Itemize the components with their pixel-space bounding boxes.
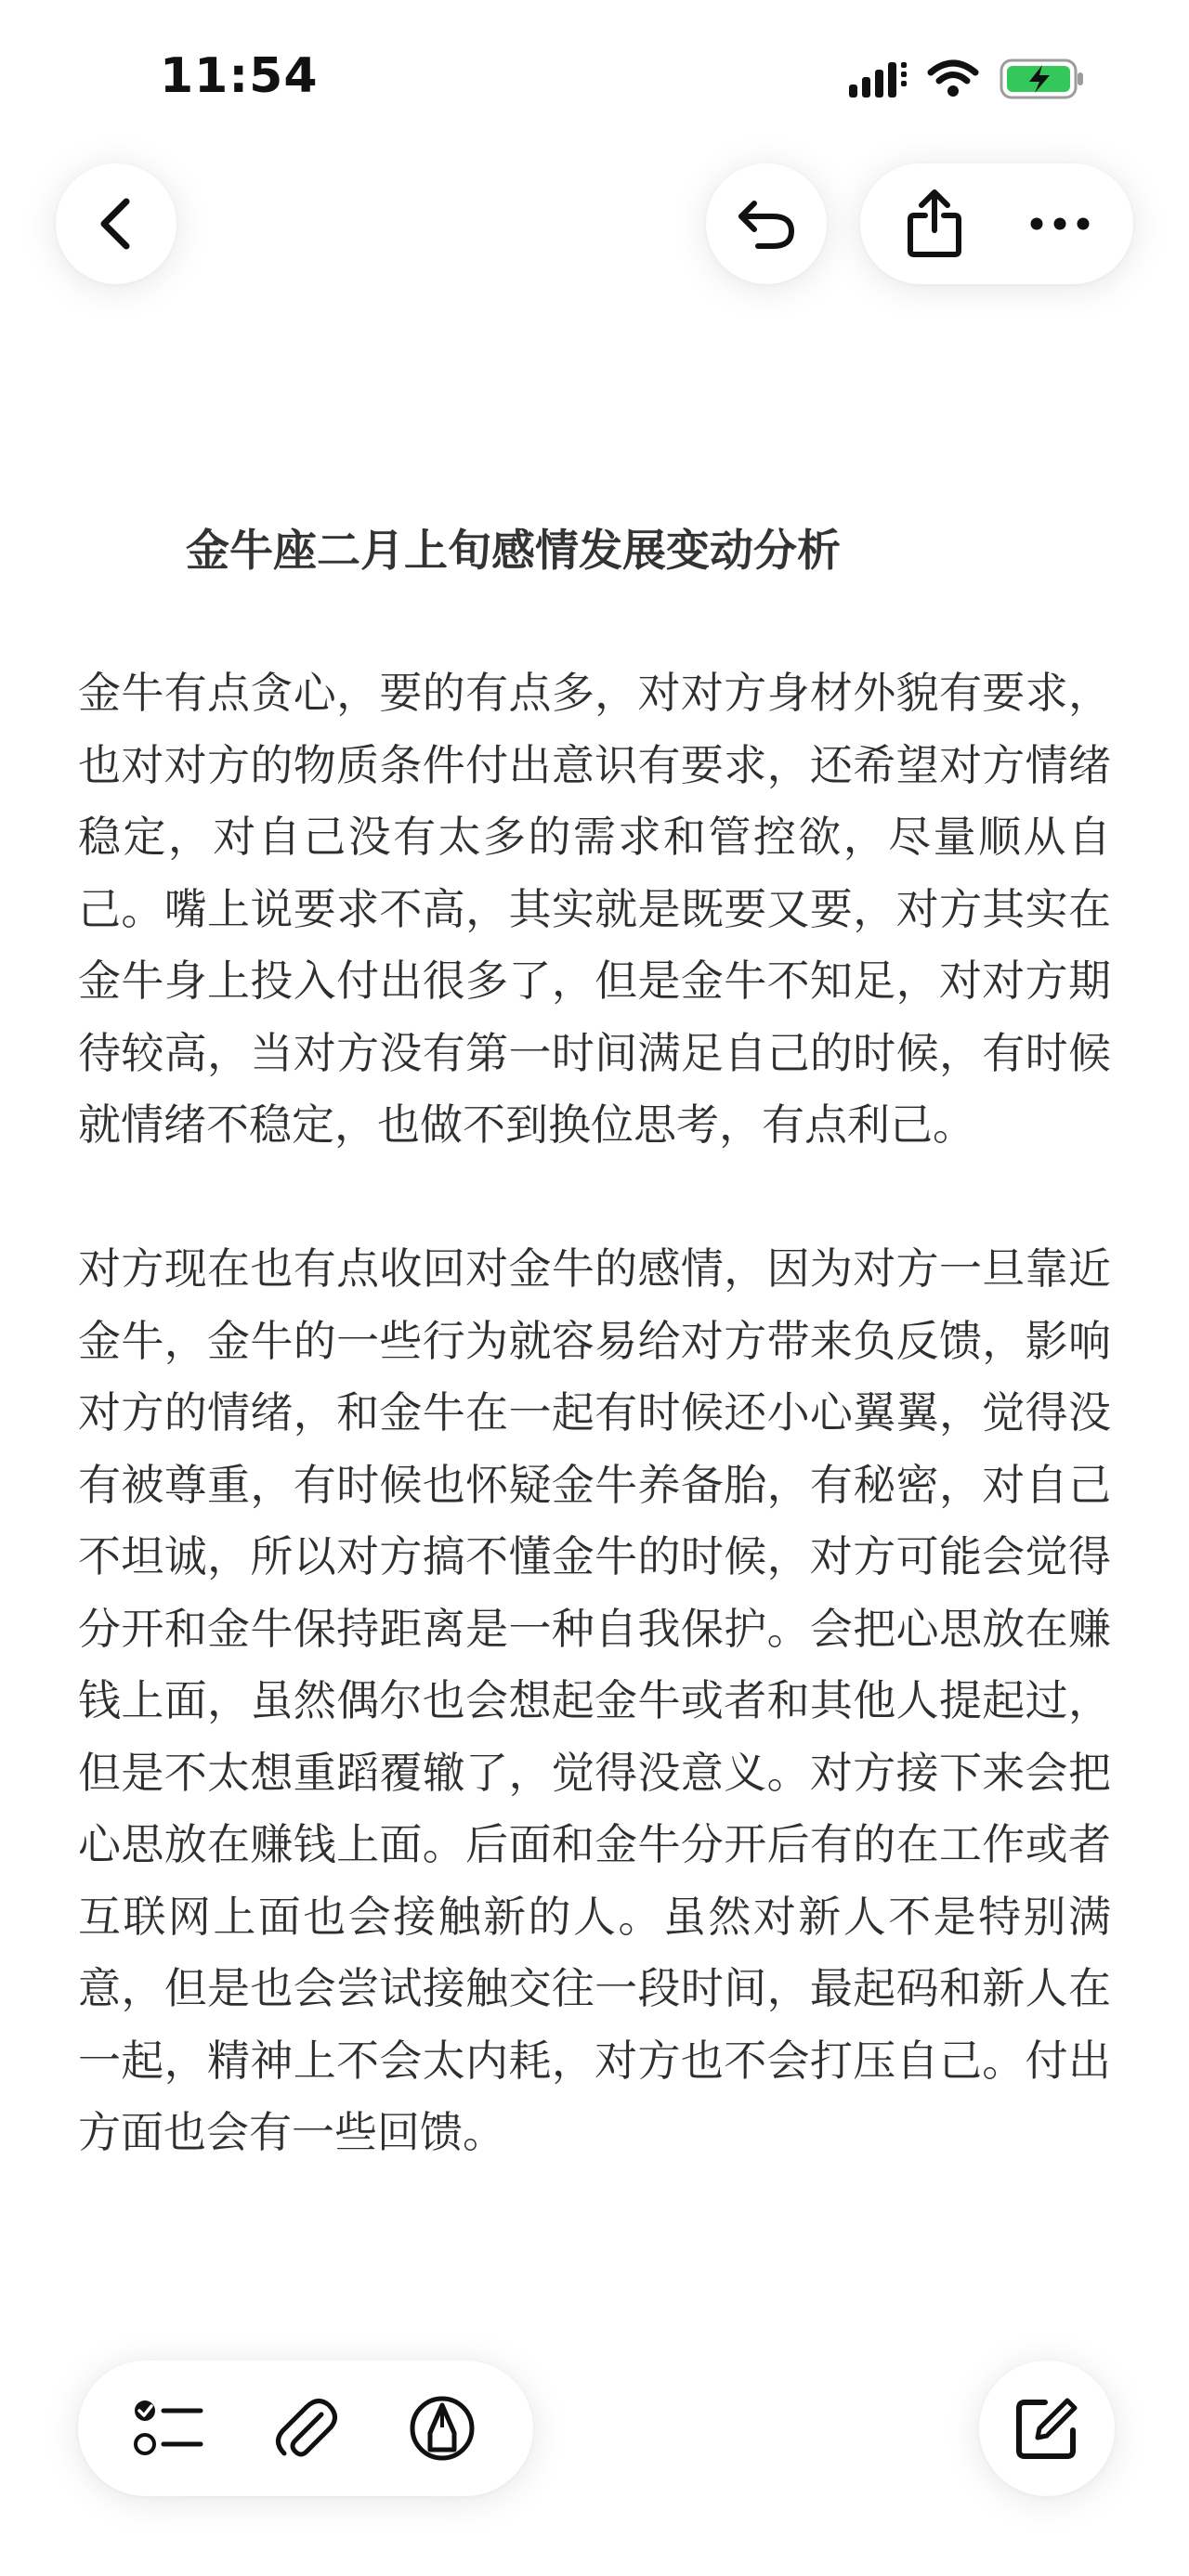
note-paragraph-1: 金牛有点贪心，要的有点多，对对方身材外貌有要求，也对对方的物质条件付出意识有要求，还希望对方情绪稳定，对自己没有太多的需求和管控欲，尽量顺从自己。嘴上说要求不高，其实就是既要又要，对方其实在金牛身上投入付出很多了，但是金牛不知足，对对方期待较高，当对方没有第一时间满足自己的时候，有时候就情绪不稳定，也做不到换位思考，有点利己。 [78,668,1111,1150]
attachment-button[interactable] [250,2373,361,2484]
checklist-icon [132,2396,206,2461]
more-button[interactable] [1004,168,1116,280]
note-body[interactable] [78,657,1111,2241]
battery-charging-icon [1000,58,1085,100]
note-paragraph-2: 对方现在也有点收回对金牛的感情，因为对方一旦靠近金牛，金牛的一些行为就容易给对方带来负反馈，影响对方的情绪，和金牛在一起有时候还小心翼翼，觉得没有被尊重，有时候也怀疑金牛养备胎，有秘密，对自己不坦诚，所以对方搞不懂金牛的时候，对方可能会觉得分开和金牛保持距离是一种自我保护。会把心思放在赚钱上面，虽然偶尔也会想起金牛或者和其他人提起过，但是不太想重蹈覆辙了，觉得没意义。对方接下来会把心思放在赚钱上面。后面和金牛分开后有的在工作或者互联网上面也会接触新的人。虽然对新人不是特别满意，但是也会尝试接触交往一段时间，最起码和新人在一起，精神上不会太内耗，对方也不会打压自己。付出方面也会有一些回馈。 [78,1243,1111,2157]
compose-icon [1013,2395,1080,2462]
compose-button[interactable] [979,2361,1115,2496]
bottom-toolbar [78,2361,533,2496]
cellular-signal-icon [849,60,907,98]
note-title: 金牛座二月上旬感情发展变动分析 [186,526,841,577]
status-icons [849,56,1085,102]
pen-markup-icon [408,2394,477,2463]
paperclip-icon [273,2394,338,2463]
undo-icon [734,196,799,252]
ellipsis-icon [1029,216,1091,231]
wifi-icon [927,59,979,98]
back-button[interactable] [56,163,176,284]
undo-button[interactable] [706,163,827,284]
status-time: 11:54 [160,48,319,104]
share-button[interactable] [879,168,990,280]
share-icon [905,188,964,260]
checklist-button[interactable] [113,2373,225,2484]
share-more-group [860,163,1133,284]
markup-button[interactable] [386,2373,498,2484]
chevron-left-icon [93,196,139,252]
